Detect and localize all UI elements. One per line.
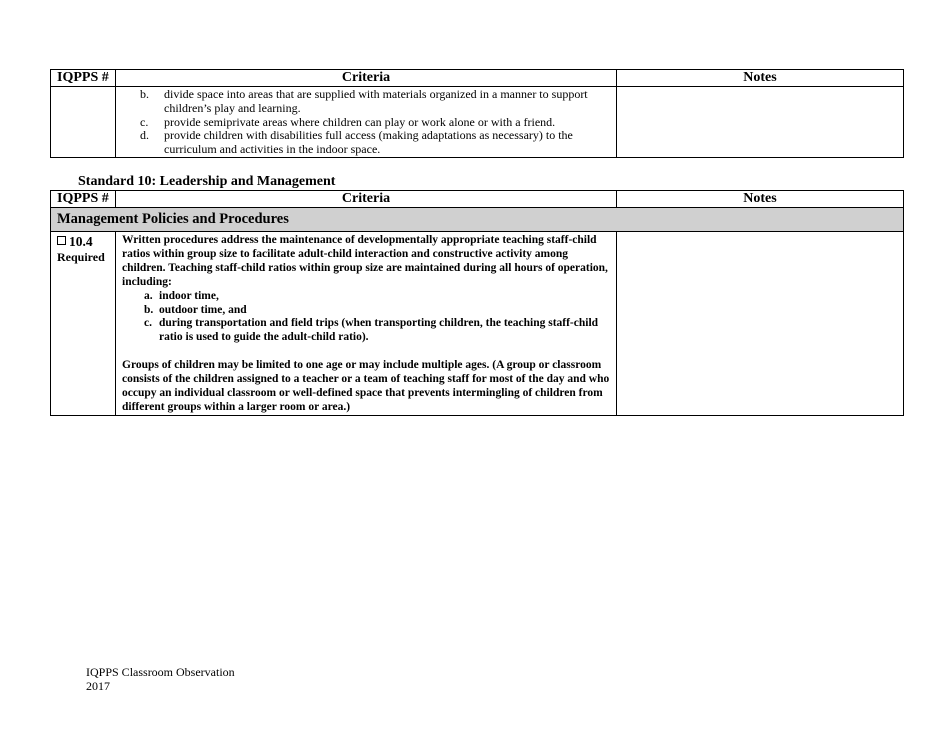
item-letter: a. [144,289,153,302]
criteria-list [116,87,616,157]
header-iqpps-number: IQPPS # [51,70,116,87]
item-letter: c. [140,114,149,129]
iqpps-number-cell [51,87,116,158]
item-text: during transportation and field trips (when transporting children, the teaching staff-child ratio is used to guide the adult-child ratio). [159,317,599,344]
page-footer [86,666,235,693]
item-text: provide children with disabilities full access (making adaptations as necessary) to the curriculum and activities in the indoor space. [164,128,573,157]
header-notes: Notes [617,191,904,208]
item-letter: b. [140,87,149,101]
list-item [144,290,610,304]
criteria-paragraph-2: Groups of children may be limited to one age or may include multiple ages. (A group or classroom consists of the children assigned to a teacher or a team of teaching staff for most of the day and who occupy an individual classroom or well-defined space that prevents intermingling of children from different groups within a larger room or area.) [122,359,610,413]
header-notes: Notes [617,70,904,87]
criteria-intro: Written procedures address the maintenance of developmentally appropriate teaching staff-child ratios within group size to facilitate adult-child interaction and constructive activity among children. Teaching staff-child ratios within group size are maintained during all hours of operation, including: [122,234,608,288]
header-criteria: Criteria [116,70,617,87]
checkbox-icon[interactable] [57,236,66,245]
list-item [140,88,610,116]
table-header-row [51,70,904,87]
list-item [144,304,610,318]
item-text: indoor time, [159,289,219,302]
list-item [140,116,610,130]
standard-heading: Standard 10: Leadership and Management [78,174,336,189]
notes-cell[interactable] [617,232,904,416]
criteria-table-continued [50,69,904,158]
criteria-sub-list [122,290,610,346]
table-header-row [51,191,904,208]
table-row [51,232,904,416]
iqpps-number-cell [51,232,116,416]
item-letter: c. [144,317,152,330]
header-criteria: Criteria [116,191,617,208]
criteria-cell [116,232,617,416]
item-text: provide semiprivate areas where children can play or work alone or with a friend. [164,114,556,129]
table-row [51,87,904,158]
criteria-table [50,190,904,416]
item-text: outdoor time, and [159,303,247,316]
list-item [144,317,610,345]
list-item [140,129,610,157]
item-text: divide space into areas that are supplied with materials organized in a manner to support children’s play and learning. [164,87,588,115]
footer-year: 2017 [86,678,110,693]
footer-title: IQPPS Classroom Observation [86,665,235,679]
item-number: 10.4 [69,234,93,249]
notes-cell[interactable] [617,87,904,158]
header-iqpps-number: IQPPS # [51,191,116,208]
criteria-cell [116,87,617,158]
section-title: Management Policies and Procedures [51,208,904,232]
required-label: Required [57,250,105,264]
item-letter: b. [144,303,154,316]
item-letter: d. [140,128,149,143]
section-row [51,208,904,232]
